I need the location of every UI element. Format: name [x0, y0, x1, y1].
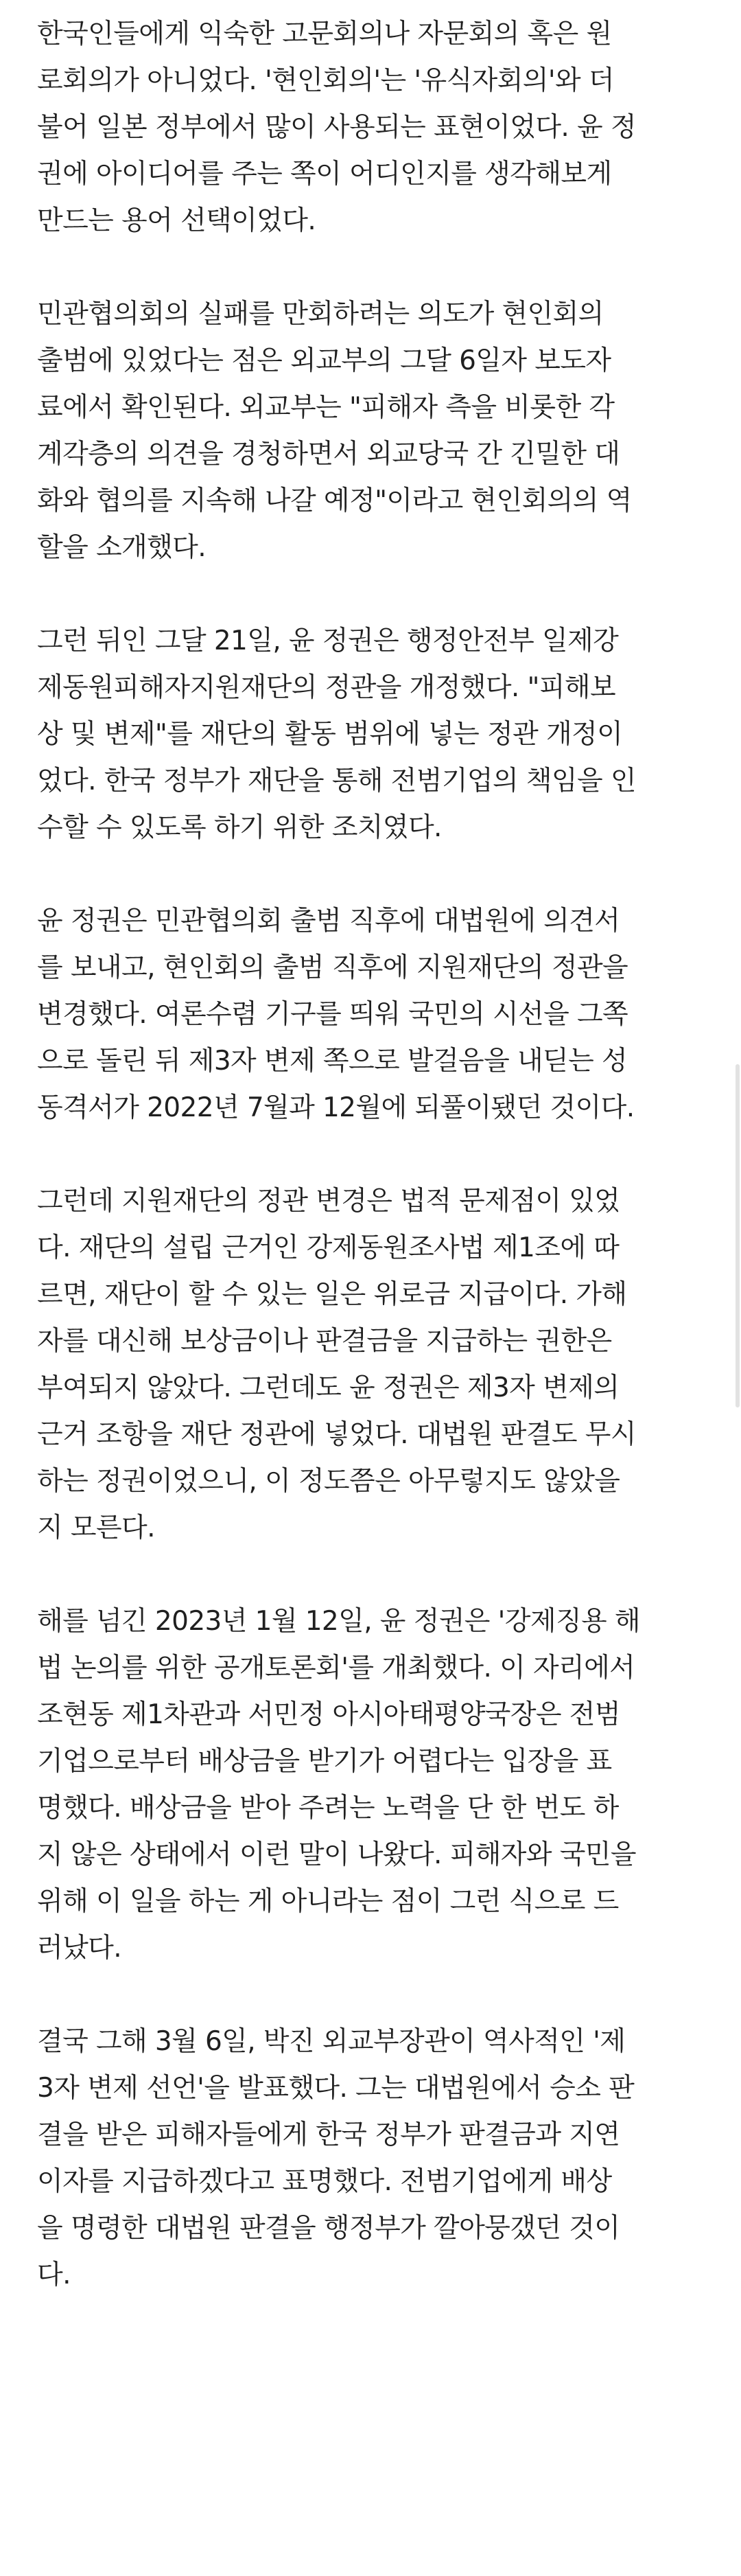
text-line: 결을 받은 피해자들에게 한국 정부가 판결금과 지연: [37, 2119, 620, 2150]
text-line: 러났다.: [37, 1933, 122, 1964]
text-line: 다. 재단의 설립 근거인 강제동원조사법 제1조에 따: [37, 1232, 620, 1263]
text-line: 지 않은 상태에서 이런 말이 나왔다. 피해자와 국민을: [37, 1839, 636, 1870]
scroll-indicator[interactable]: [736, 1064, 740, 1407]
paragraph: [37, 898, 723, 1131]
text-line: 법 논의를 위한 공개토론회'를 개최했다. 이 자리에서: [37, 1653, 635, 1683]
text-line: 그런 뒤인 그달 21일, 윤 정권은 행정안전부 일제강: [37, 625, 619, 656]
text-line: 명했다. 배상금을 받아 주려는 노력을 단 한 번도 하: [37, 1793, 619, 1824]
text-line: 동격서가 2022년 7월과 12월에 되풀이됐던 것이다.: [37, 1092, 635, 1123]
text-line: 하는 정권이었으니, 이 정도쯤은 아무렇지도 않았을: [37, 1466, 620, 1497]
text-line: 출범에 있었다는 점은 외교부의 그달 6일자 보도자: [37, 345, 611, 376]
text-line: 수할 수 있도록 하기 위한 조치였다.: [37, 812, 442, 843]
text-line: 결국 그해 3월 6일, 박진 외교부장관이 역사적인 '제: [37, 2026, 626, 2057]
text-line: 위해 이 일을 하는 게 아니라는 점이 그런 식으로 드: [37, 1886, 619, 1917]
text-line: 계각층의 의견을 경청하면서 외교당국 간 긴밀한 대: [37, 439, 620, 470]
text-line: 해를 넘긴 2023년 1월 12일, 윤 정권은 '강제징용 해: [37, 1606, 640, 1637]
text-line: 상 및 변제"를 재단의 활동 범위에 넣는 정관 개정이: [37, 719, 623, 750]
text-line: 료에서 확인된다. 외교부는 "피해자 측을 비롯한 각: [37, 392, 615, 423]
text-line: 한국인들에게 익숙한 고문회의나 자문회의 혹은 원: [37, 19, 612, 49]
text-line: 다.: [37, 2259, 71, 2290]
text-line: 부여되지 않았다. 그런데도 윤 정권은 제3자 변제의: [37, 1372, 620, 1403]
text-line: 자를 대신해 보상금이나 판결금을 지급하는 권한은: [37, 1326, 612, 1357]
text-line: 을 명령한 대법원 판결을 행정부가 깔아뭉갰던 것이: [37, 2213, 620, 2244]
text-line: 었다. 한국 정부가 재단을 통해 전범기업의 책임을 인: [37, 766, 636, 796]
paragraph: [37, 11, 723, 244]
paragraph: [37, 618, 723, 851]
paragraph: [37, 291, 723, 571]
text-line: 불어 일본 정부에서 많이 사용되는 표현이었다. 윤 정: [37, 112, 636, 143]
text-line: 민관협의회의 실패를 만회하려는 의도가 현인회의: [37, 299, 604, 330]
text-line: 를 보내고, 현인회의 출범 직후에 지원재단의 정관을: [37, 952, 628, 983]
text-line: 변경했다. 여론수렴 기구를 띄워 국민의 시선을 그쪽: [37, 999, 628, 1030]
text-line: 로회의가 아니었다. '현인회의'는 '유식자회의'와 더: [37, 65, 614, 96]
text-line: 만드는 용어 선택이었다.: [37, 205, 316, 236]
text-line: 르면, 재단이 할 수 있는 일은 위로금 지급이다. 가해: [37, 1279, 627, 1310]
article-body: [37, 11, 723, 2345]
text-line: 권에 아이디어를 주는 쪽이 어디인지를 생각해보게: [37, 159, 612, 189]
text-line: 지 모른다.: [37, 1513, 155, 1543]
text-line: 할을 소개했다.: [37, 532, 207, 563]
paragraph: [37, 1178, 723, 1552]
text-line: 기업으로부터 배상금을 받기가 어렵다는 입장을 표: [37, 1746, 612, 1777]
text-line: 윤 정권은 민관협의회 출범 직후에 대법원에 의견서: [37, 906, 620, 936]
text-line: 조현동 제1차관과 서민정 아시아태평양국장은 전범: [37, 1699, 620, 1730]
text-line: 제동원피해자지원재단의 정관을 개정했다. "피해보: [37, 672, 616, 703]
text-line: 그런데 지원재단의 정관 변경은 법적 문제점이 있었: [37, 1186, 620, 1217]
paragraph: [37, 1598, 723, 1972]
paragraph: [37, 2019, 723, 2299]
text-line: 화와 협의를 지속해 나갈 예정"이라고 현인회의의 역: [37, 485, 632, 516]
text-line: 근거 조항을 재단 정관에 넣었다. 대법원 판결도 무시: [37, 1419, 636, 1450]
text-line: 3자 변제 선언'을 발표했다. 그는 대법원에서 승소 판: [37, 2073, 635, 2104]
text-line: 이자를 지급하겠다고 표명했다. 전범기업에게 배상: [37, 2166, 612, 2197]
text-line: 으로 돌린 뒤 제3자 변제 쪽으로 발걸음을 내딛는 성: [37, 1046, 628, 1077]
